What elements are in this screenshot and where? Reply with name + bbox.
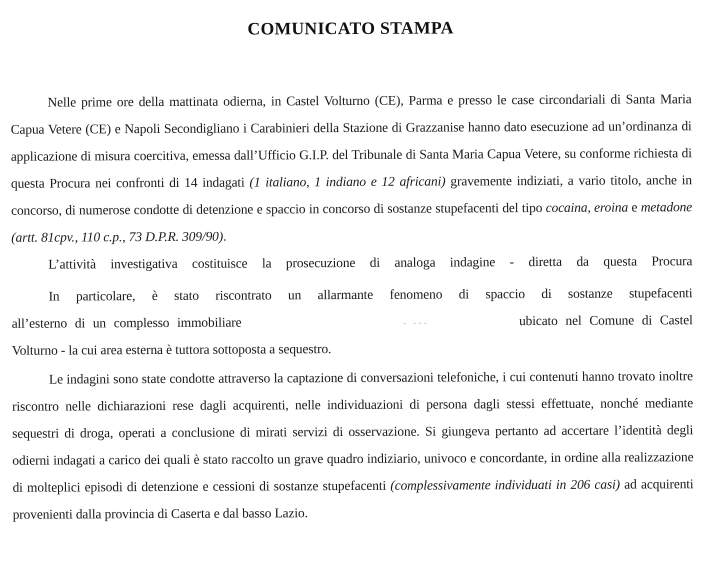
line-right-text: ubicato nel Comune di Castel [519, 312, 693, 329]
text-segment-italic: (1 italiano, 1 indiano e 12 africani) [249, 173, 446, 190]
text-segment: Le indagini sono state condotte attraverso la captazione di conversazioni telefoniche, i cui contenuti hanno trovato inoltre riscontro nelle dichiarazioni rese dagli acquirenti, nelle individuazioni di persona dagli stessi effettuate, nonché mediante sequestri di droga, operati a conclusione di mirati servizi di osservazione. Si giungeva pertanto ad accertare l’identità degli odierni indagati a carico dei quali è stato raccolto un grave quadro indiziario, univoco e concordante, in ordine alla realizzazione di molteplici episodi di detenzione e cessioni di sostanze stupefacenti [12, 368, 694, 495]
text-segment: Nelle prime ore della mattinata odierna, in Castel Volturno (CE), Parma e presso le case circondariali di Santa Maria Capua Vetere (CE) e Napoli Secondigliano i Carabinieri della Stazione di Grazzanise hanno dato esecuzione ad un’ordinanza di applicazione di misura coercitiva, emessa dall’Ufficio G.I.P. del Tribunale di Santa Maria Capua Vetere, su conforme richiesta di questa Procura nei confronti di 14 indagati [10, 91, 692, 191]
text-segment-italic: metadone [640, 199, 693, 215]
document-title: COMUNICATO STAMPA [247, 17, 454, 39]
redacted-line [12, 306, 693, 337]
redaction-gap [241, 307, 519, 335]
paragraph-investigation: L’attività investigativa costituisce la prosecuzione di analoga indagine - diretta da questa Procura [48, 253, 693, 272]
paragraph-redacted-location [11, 279, 692, 364]
text-segment: . [223, 228, 227, 244]
paragraph-line: In particolare, è stato riscontrato un allarmante fenomeno di spaccio di sostanze stupefacenti [48, 285, 693, 304]
paragraph-operation [10, 85, 692, 251]
document-body [10, 85, 693, 528]
text-segment-italic: (artt. 81cpv., 110 c.p., 73 D.P.R. 309/90) [11, 228, 224, 245]
paragraph-line: Volturno - la cui area esterna è tuttora sottoposta a sequestro. [11, 341, 332, 358]
text-segment: ad acquirenti provenienti dalla provincia di Caserta e dal basso Lazio. [12, 476, 694, 522]
paragraph-findings [12, 362, 694, 528]
line-left-text: all’esterno di un complesso immobiliare [11, 314, 242, 331]
text-segment-italic: (complessivamente individuati in 206 casi) [390, 476, 621, 493]
text-segment: gravemente indiziati, a vario titolo, anche in concorso, di numerose condotte di detenzione e spaccio in concorso di sostanze stupefacenti del tipo [11, 172, 692, 218]
text-segment: e [627, 199, 641, 215]
redaction-mark: - --- [403, 317, 430, 329]
text-segment-italic: cocaina, eroina [545, 199, 629, 215]
